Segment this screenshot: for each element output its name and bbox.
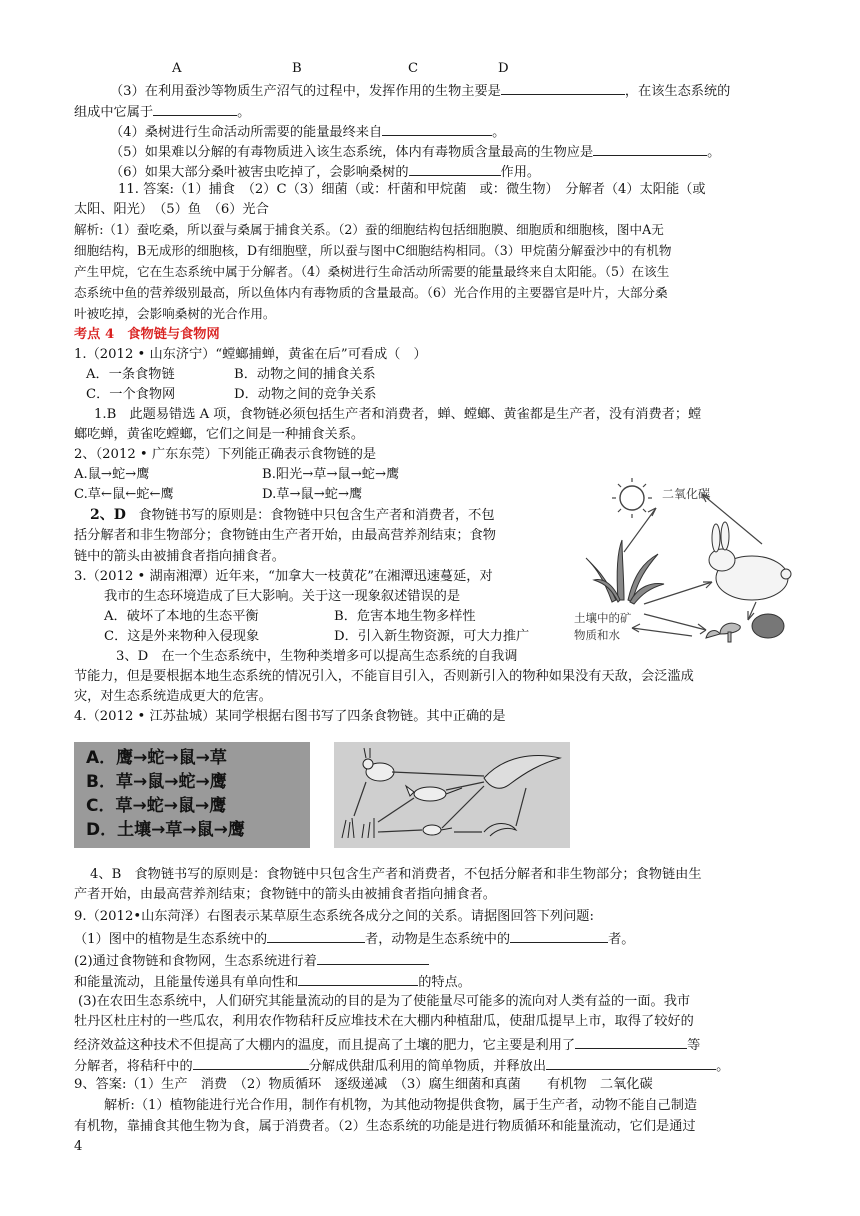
answer-blank xyxy=(317,950,429,965)
q2-option-a: A.鼠→蛇→鹰 xyxy=(74,467,150,482)
q11-part3-line2 xyxy=(74,101,250,122)
q9-answer: 9、答案:（1）生产 消费 （2）物质循环 逐级递减 （3）腐生细菌和真菌 有机物 二氧化碳 xyxy=(74,1077,653,1092)
q2-option-c: C.草←鼠←蛇←鹰 xyxy=(74,487,174,502)
answer-blank xyxy=(193,1055,309,1070)
section-title: 考点 4 食物链与食物网 xyxy=(74,327,220,342)
snake-icon xyxy=(484,824,516,837)
q9-part3-line3 xyxy=(74,1034,700,1055)
q3-option-c: C．这是外来物种入侵现象 xyxy=(104,629,260,644)
q1-option-a: A．一条食物链 xyxy=(86,367,175,382)
rabbit-icon xyxy=(363,748,394,781)
q9-part3-line2: 牡丹区杜庄村的一些瓜农，利用农作物秸秆反应堆技术在大棚内种植甜瓜，使甜瓜提早上市，取得了较好的 xyxy=(74,1014,694,1029)
q3-stem-line2: 我市的生态环境造成了巨大影响。关于这一现象叙述错误的是 xyxy=(104,589,461,604)
eagle-icon xyxy=(484,755,560,788)
food-chain-choice-d: D．土壤→草→鼠→鹰 xyxy=(86,820,245,840)
q9-part2-line2 xyxy=(74,971,471,992)
q9-part1-text2: 者，动物是生态系统中的 xyxy=(365,932,511,947)
q9-part3-text4: 分解成供甜瓜利用的简单物质，并释放出 xyxy=(308,1059,547,1074)
q1-answer-line1: 1.B 此题易错选 A 项，食物链必须包括生产者和消费者，蝉、螳螂、黄雀都是生产者，没有消费者；螳 xyxy=(94,407,702,422)
answer-blank xyxy=(382,121,492,136)
q3-option-b: B．危害本地生物多样性 xyxy=(334,609,476,624)
q1-stem: 1.（2012 • 山东济宁）“螳螂捕蝉，黄雀在后”可看成（ ） xyxy=(74,347,427,362)
q3-option-d: D．引入新生物资源，可大力推广 xyxy=(334,629,530,644)
q9-part3-text2: 等 xyxy=(687,1038,701,1053)
option-letter-c: C xyxy=(408,61,419,76)
q2-answer-line3: 链中的箭头由被捕食者指向捕食者。 xyxy=(74,549,285,564)
mouse-icon xyxy=(423,825,452,835)
q9-analysis-line1: 解析:（1）植物能进行光合作用，制作有机物，为其他动物提供食物，属于生产者，动物不能自己制造 xyxy=(104,1098,698,1113)
q2-answer-text: 食物链书写的原则是：食物链中只包含生产者和消费者，不包 xyxy=(138,508,495,523)
answer-blank xyxy=(575,1034,687,1049)
q11-analysis-line5: 叶被吃掉，会影响桑树的光合作用。 xyxy=(74,306,276,321)
option-letter-a: A xyxy=(172,61,182,76)
q9-part2-line1 xyxy=(74,950,429,971)
sun-icon xyxy=(612,478,652,518)
q9-part1-text: （1）图中的植物是生态系统中的 xyxy=(74,932,268,947)
food-chain-choice-c: C．草→蛇→鼠→鹰 xyxy=(86,796,227,816)
q11-analysis-line3: 产生甲烷，它在生态系统中属于分解者。（4）桑树进行生命活动所需要的能量最终来自太阳能。（5）在该生 xyxy=(74,264,670,279)
q4-answer-line1: 4、B 食物链书写的原则是：食物链中只包含生产者和消费者，不包括分解者和非生物部分；食物链由生 xyxy=(90,867,702,882)
q11-part4 xyxy=(110,121,505,142)
q11-part5 xyxy=(110,141,720,162)
answer-blank xyxy=(510,928,608,943)
q11-part3-line1 xyxy=(110,80,730,101)
q9-part3-line1: (3)在农田生态系统中，人们研究其能量流动的目的是为了使能量尽可能多的流向对人类有益的一面。我市 xyxy=(78,994,691,1009)
q11-analysis-line2: 细胞结构，B无成形的细胞核，D有细胞壁，所以蚕与图中C细胞结构相同。（3）甲烷菌分解蚕沙中的有机物 xyxy=(74,243,672,258)
option-letter-b: B xyxy=(292,61,302,76)
q9-part2-text: (2)通过食物链和食物网，生态系统进行着 xyxy=(74,954,317,969)
co2-label: 二氧化碳 xyxy=(662,487,711,501)
answer-blank xyxy=(153,101,237,116)
ecosystem-figure xyxy=(572,474,808,650)
food-chain-choices-image xyxy=(74,742,310,848)
q11-part3-text3: 组成中它属于 xyxy=(74,105,154,120)
q9-part1 xyxy=(74,928,634,949)
q2-option-d: D.草→鼠→蛇→鹰 xyxy=(262,487,363,502)
q1-option-c: C．一个食物网 xyxy=(86,387,176,402)
q4-answer-line2: 产者开始，由最高营养剂结束；食物链中的箭头由被捕食者指向捕食者。 xyxy=(74,887,496,902)
q3-answer-line1: 3、D 在一个生态系统中，生物种类增多可以提高生态系统的自我调 xyxy=(116,649,518,664)
q1-answer-line2: 螂吃蝉，黄雀吃螳螂，它们之间是一种捕食关系。 xyxy=(74,427,365,442)
q11-part4-text2: 。 xyxy=(492,125,506,140)
q11-part6-text: （6）如果大部分桑叶被害虫吃掉了，会影响桑树的 xyxy=(110,165,409,180)
q9-analysis-line2: 有机物，靠捕食其他生物为食，属于消费者。（2）生态系统的功能是进行物质循环和能量流动，它们是通过 xyxy=(74,1119,696,1134)
answer-blank xyxy=(593,141,707,156)
q11-part5-text: （5）如果难以分解的有毒物质进入该生态系统，体内有毒物质含量最高的生物应是 xyxy=(110,145,594,160)
q3-option-a: A．破坏了本地的生态平衡 xyxy=(104,609,259,624)
q11-part6 xyxy=(110,161,540,182)
q11-part6-text2: 作用。 xyxy=(500,165,541,180)
q2-answer-line1 xyxy=(90,506,495,525)
q11-analysis-line4: 态系统中鱼的营养级别最高，所以鱼体内有毒物质的含量最高。（6）光合作用的主要器官是叶片，大部分桑 xyxy=(74,285,668,300)
q9-part3-text3: 分解者，将秸秆中的 xyxy=(74,1059,193,1074)
q11-part3-text2: ，在该生态系统的 xyxy=(624,84,731,99)
q2-stem: 2、（2012 • 广东东莞）下列能正确表示食物链的是 xyxy=(74,447,377,462)
food-chain-choice-a: A．鹰→蛇→鼠→草 xyxy=(86,748,227,768)
food-chain-choice-b: B．草→鼠→蛇→鹰 xyxy=(86,772,227,792)
q9-part3-text5: 。 xyxy=(716,1059,730,1074)
q11-answer-line1: 11. 答案:（1）捕食 （2）C（3）细菌（或：杆菌和甲烷菌 或：微生物） 分解者（4）太阳能（或 xyxy=(118,182,706,197)
q11-analysis-line1: 解析:（1）蚕吃桑，所以蚕与桑属于捕食关系。（2）蚕的细胞结构包括细胞膜、细胞质和细胞核，图中A无 xyxy=(74,222,664,237)
answer-blank xyxy=(298,971,418,986)
food-web-drawing xyxy=(334,742,570,848)
grass-icon xyxy=(342,818,374,838)
answer-blank xyxy=(546,1055,716,1070)
q1-option-d: D．动物之间的竞争关系 xyxy=(234,387,377,402)
q2-answer-line2: 括分解者和非生物部分；食物链由生产者开始，由最高营养剂结束；食物 xyxy=(74,528,496,543)
q2-option-b: B.阳光→草→鼠→蛇→鹰 xyxy=(262,467,400,482)
page-number: 4 xyxy=(74,1139,83,1154)
soil-label-line1: 土壤中的矿 xyxy=(574,611,632,625)
q1-option-b: B．动物之间的捕食关系 xyxy=(234,367,376,382)
answer-blank xyxy=(501,80,625,95)
q11-answer-line2: 太阳、阳光） （5）鱼 （6）光合 xyxy=(74,202,269,217)
ecosystem-drawing xyxy=(572,474,808,650)
plant-icon xyxy=(586,540,664,604)
option-letter-d: D xyxy=(498,61,509,76)
q9-stem: 9.（2012•山东菏泽）右图表示某草原生态系统各成分之间的关系。请据图回答下列问题: xyxy=(74,909,594,924)
q11-part4-text: （4）桑树进行生命活动所需要的能量最终来自 xyxy=(110,125,383,140)
q11-part3-text: （3）在利用蚕沙等物质生产沼气的过程中，发挥作用的生物主要是 xyxy=(110,84,501,99)
answer-blank xyxy=(267,928,365,943)
fungi-icon xyxy=(706,614,784,642)
soil-label-line2: 物质和水 xyxy=(574,628,620,642)
q11-part5-text2: 。 xyxy=(707,145,721,160)
q2-answer-letter: 2、D xyxy=(90,507,126,523)
q9-part3-line4 xyxy=(74,1055,729,1076)
q11-part3-text4: 。 xyxy=(237,105,251,120)
q3-answer-line3: 灾，对生态系统造成更大的危害。 xyxy=(74,689,272,704)
q3-answer-line2: 节能力，但是要根据本地生态系统的情况引入，不能盲目引入，否则新引入的物种如果没有天敌，会泛滥成 xyxy=(74,669,694,684)
q4-stem: 4.（2012 • 江苏盐城）某同学根据右图书写了四条食物链。其中正确的是 xyxy=(74,709,506,724)
answer-blank xyxy=(409,161,501,176)
q9-part3-text: 经济效益这种技术不但提高了大棚内的温度，而且提高了土壤的肥力，它主要是利用了 xyxy=(74,1038,576,1053)
q9-part2-text2: 和能量流动，且能量传递具有单向性和 xyxy=(74,975,299,990)
q3-stem-line1: 3.（2012 • 湖南湘潭）近年来，“加拿大一枝黄花”在湘潭迅速蔓延，对 xyxy=(74,569,493,584)
q9-part1-text3: 者。 xyxy=(608,932,635,947)
q9-part2-text3: 的特点。 xyxy=(418,975,471,990)
food-web-image xyxy=(334,742,570,848)
